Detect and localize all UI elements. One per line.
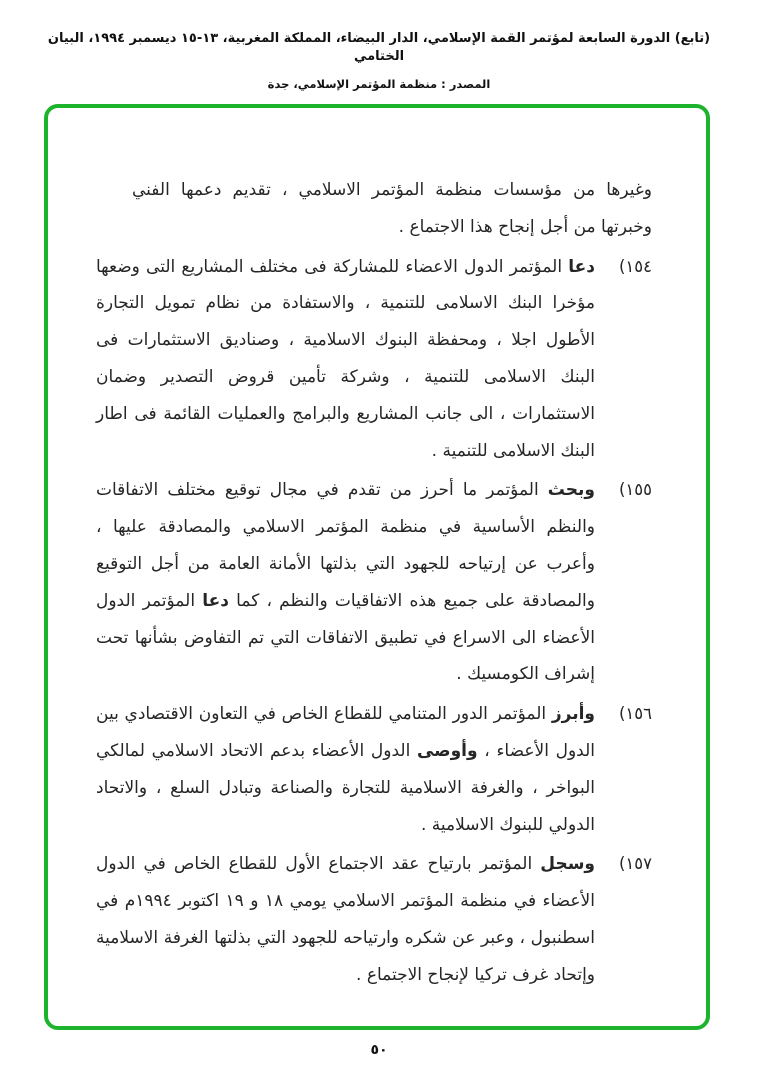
paragraph xyxy=(96,249,652,470)
paragraph xyxy=(96,846,652,993)
paragraph-number: ١٥٥) xyxy=(618,480,652,500)
paragraph-text: وأبرز المؤتمر الدور المتنامي للقطاع الخاص في التعاون الاقتصادي بين الدول الأعضاء ، وأوصى الدول الأعضاء بدعم الاتحاد الاسلامي لمالكي البواخر ، والغرفة الاسلامية للتجارة والصناعة وتبادل السلع ، والاتحاد الدولي للبنوك الاسلامية . xyxy=(96,704,595,835)
document-header xyxy=(34,30,724,92)
body-text xyxy=(96,172,652,994)
paragraph-text: وبحث المؤتمر ما أحرز من تقدم في مجال توقيع مختلف الاتفاقات والنظم الأساسية في منظمة المؤتمر الاسلامي والمصادقة عليها ، وأعرب عن إرتياحه للجهود التي بذلتها الأمانة العامة من أجل التوقيع والمصادقة على جميع هذه الاتفاقيات والنظم ، كما دعا المؤتمر الدول الأعضاء الى الاسراع في تطبيق الاتفاقات التي تم التفاوض بشأنها تحت إشراف الكومسيك . xyxy=(96,480,595,685)
paragraph xyxy=(96,472,652,693)
paragraph xyxy=(96,696,652,843)
header-title: (تابع) الدورة السابعة لمؤتمر القمة الإسلامي، الدار البيضاء، المملكة المغربية، ١٣-١٥ ديسمبر ١٩٩٤، البيان الختامي xyxy=(47,31,711,64)
paragraph-number: ١٥٧) xyxy=(618,854,652,874)
page-number: ٥٠ xyxy=(370,1042,388,1058)
content-border-box xyxy=(44,104,710,1030)
paragraph-number: ١٥٦) xyxy=(618,704,652,724)
intro-paragraph: وغيرها من مؤسسات منظمة المؤتمر الاسلامي ، تقديم دعمها الفني وخبرتها من أجل إنجاح هذا الاجتماع . xyxy=(132,180,652,237)
header-source: المصدر : منظمة المؤتمر الإسلامي، جدة xyxy=(267,77,491,91)
paragraph-text: وسجل المؤتمر بارتياح عقد الاجتماع الأول للقطاع الخاص في الدول الأعضاء في منظمة المؤتمر الاسلامي يومي ١٨ و ١٩ اكتوبر ١٩٩٤م في اسطنبول ، وعبر عن شكره وارتياحه للجهود التي بذلتها الغرفة الاسلامية وإتحاد غرف تركيا لإنجاح الاجتماع . xyxy=(96,854,595,985)
numbered-paragraphs xyxy=(96,249,652,994)
paragraph-number: ١٥٤) xyxy=(618,256,652,276)
paragraph-text: دعا المؤتمر الدول الاعضاء للمشاركة فى مختلف المشاريع التى وضعها مؤخرا البنك الاسلامى للتنمية ، والاستفادة من نظام تمويل التجارة الأطول اجلا ، ومحفظة البنوك الاسلامية ، وصناديق الاستثمارات فى البنك الاسلامى للتنمية ، وشركة تأمين قروض التصدير وضمان الاستثمارات ، الى جانب المشاريع والبرامج والعمليات القائمة فى اطار البنك الاسلامى للتنمية . xyxy=(96,256,595,461)
